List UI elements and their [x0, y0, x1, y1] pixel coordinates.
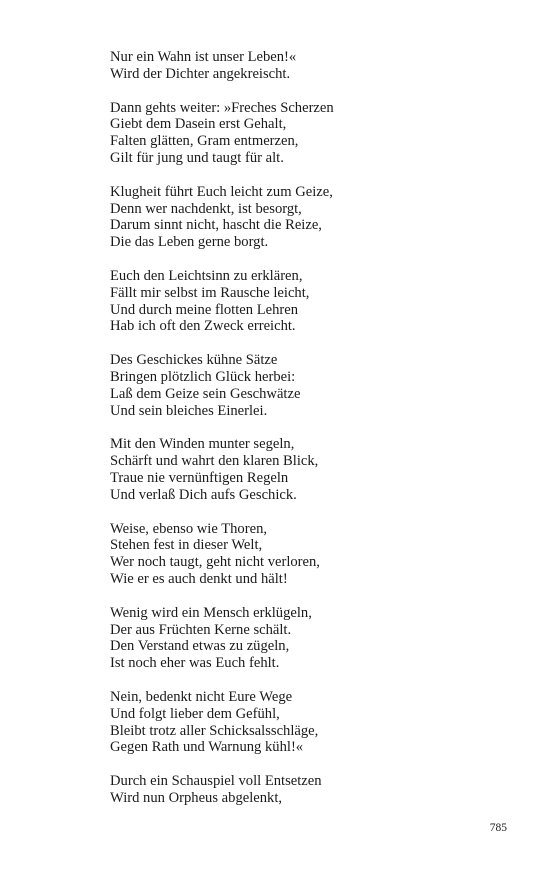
stanza [110, 773, 510, 807]
verse-line: Traue nie vernünftigen Regeln [110, 469, 289, 486]
verse-line: Bringen plötzlich Glück herbei: [110, 368, 296, 385]
verse-line: Denn wer nachdenkt, ist besorgt, [110, 200, 302, 217]
stanza [110, 49, 510, 83]
verse-line: Laß dem Geize sein Geschwätze [110, 385, 301, 402]
verse-line: Bleibt trotz aller Schicksalsschläge, [110, 722, 319, 739]
verse-line: Hab ich oft den Zweck erreicht. [110, 318, 296, 335]
stanza [110, 605, 510, 672]
verse-line: Ist noch eher was Euch fehlt. [110, 655, 280, 672]
verse-line: Und folgt lieber dem Gefühl, [110, 705, 280, 722]
verse-line: Euch den Leichtsinn zu erklären, [110, 267, 303, 284]
verse-line: Und durch meine flotten Lehren [110, 301, 299, 318]
verse-line: Den Verstand etwas zu zügeln, [110, 638, 290, 655]
verse-line: Die das Leben gerne borgt. [110, 234, 269, 251]
stanza [110, 184, 510, 251]
verse-line: Dann gehts weiter: »Freches Scherzen [110, 99, 334, 116]
verse-line: Wie er es auch denkt und hält! [110, 570, 288, 587]
verse-line: Wird der Dichter angekreischt. [110, 65, 291, 82]
verse-line: Wird nun Orpheus abgelenkt, [110, 789, 283, 806]
verse-line: Giebt dem Dasein erst Gehalt, [110, 116, 287, 133]
verse-line: Wer noch taugt, geht nicht verloren, [110, 554, 320, 571]
verse-line: Durch ein Schauspiel voll Entsetzen [110, 773, 322, 790]
verse-line: Nur ein Wahn ist unser Leben!« [110, 49, 297, 65]
stanza [110, 352, 510, 419]
stanza [110, 100, 510, 167]
page-number: 785 [489, 822, 507, 834]
stanza [110, 521, 510, 588]
stanza [110, 268, 510, 335]
verse-line: Darum sinnt nicht, hascht die Reize, [110, 217, 322, 234]
verse-line: Falten glätten, Gram entmerzen, [110, 133, 299, 150]
verse-line: Der aus Früchten Kerne schält. [110, 621, 292, 638]
verse-line: Klugheit führt Euch leicht zum Geize, [110, 183, 333, 200]
verse-line: Mit den Winden munter segeln, [110, 436, 295, 453]
verse-line: Nein, bedenkt nicht Eure Wege [110, 688, 293, 705]
verse-line: Gegen Rath und Warnung kühl!« [110, 739, 304, 756]
stanza [110, 689, 510, 756]
verse-line: Und verlaß Dich aufs Geschick. [110, 486, 297, 503]
poem-text [110, 49, 510, 824]
verse-line: Weise, ebenso wie Thoren, [110, 520, 268, 537]
verse-line: Gilt für jung und taugt für alt. [110, 149, 284, 166]
verse-line: Schärft und wahrt den klaren Blick, [110, 453, 319, 470]
verse-line: Wenig wird ein Mensch erklügeln, [110, 604, 312, 621]
verse-line: Fällt mir selbst im Rausche leicht, [110, 284, 310, 301]
stanza [110, 436, 510, 503]
verse-line: Des Geschickes kühne Sätze [110, 352, 278, 369]
verse-line: Stehen fest in dieser Welt, [110, 537, 263, 554]
verse-line: Und sein bleiches Einerlei. [110, 402, 268, 419]
